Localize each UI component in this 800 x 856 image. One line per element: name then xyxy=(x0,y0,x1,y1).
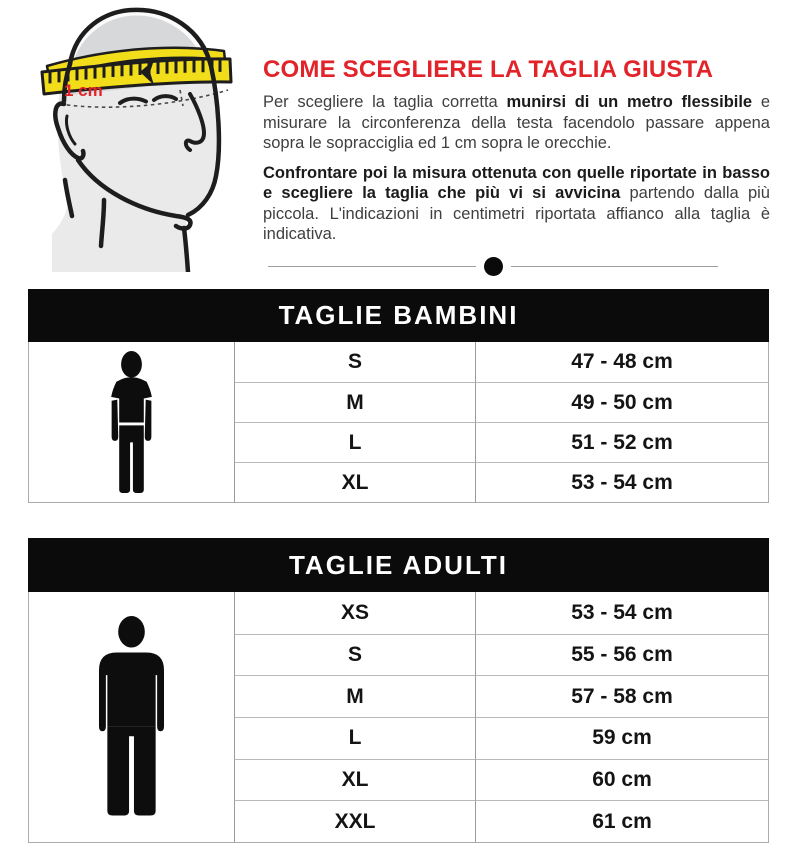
size-cell: XL xyxy=(234,759,475,801)
adult-pictogram xyxy=(93,616,170,818)
table-grid-bambini xyxy=(28,342,769,503)
divider-line xyxy=(268,266,476,267)
circumference-cell: 57 - 58 cm xyxy=(475,675,768,717)
child-figure-icon xyxy=(29,342,234,502)
circumference-cell: 61 cm xyxy=(475,800,768,842)
size-cell: L xyxy=(234,717,475,759)
intro-text-column xyxy=(263,0,770,276)
table-title-bambini: TAGLIE BAMBINI xyxy=(28,289,769,342)
child-pictogram xyxy=(105,350,158,494)
head-measurement-illustration xyxy=(14,0,239,276)
one-cm-label: 1 cm xyxy=(64,81,103,100)
size-table-bambini xyxy=(28,289,769,503)
circumference-cell: 59 cm xyxy=(475,717,768,759)
intro-paragraph-2 xyxy=(263,163,770,245)
table-title-adulti: TAGLIE ADULTI xyxy=(28,538,769,592)
intro-text-run: e misurare la circonferenza della testa facendolo passare appena sopra le sopracciglia ed 1 cm sopra le orecchie. xyxy=(263,93,771,152)
divider-line xyxy=(511,266,719,267)
circumference-cell: 53 - 54 cm xyxy=(475,592,768,634)
intro-text-run: munirsi di un metro flessibile xyxy=(506,93,753,111)
size-cell: S xyxy=(234,342,475,382)
intro-text-run: Per scegliere la taglia corretta xyxy=(263,93,507,111)
circumference-cell: 47 - 48 cm xyxy=(475,342,768,382)
section-divider xyxy=(268,257,718,276)
size-cell: XXL xyxy=(234,800,475,842)
size-cell: XL xyxy=(234,462,475,502)
size-cell: L xyxy=(234,422,475,462)
size-cell: S xyxy=(234,634,475,676)
size-cell: M xyxy=(234,382,475,422)
intro-text-run: partendo dalla più piccola. L'indicazioni in centimetri riportata affianco alla taglia è indicativa. xyxy=(263,184,770,243)
size-table-adulti xyxy=(28,538,769,843)
size-cell: XS xyxy=(234,592,475,634)
circumference-cell: 60 cm xyxy=(475,759,768,801)
circumference-cell: 49 - 50 cm xyxy=(475,382,768,422)
page-title: COME SCEGLIERE LA TAGLIA GIUSTA xyxy=(263,56,714,83)
circumference-cell: 51 - 52 cm xyxy=(475,422,768,462)
divider-dot-icon xyxy=(484,257,503,276)
circumference-cell: 53 - 54 cm xyxy=(475,462,768,502)
size-cell: M xyxy=(234,675,475,717)
intro-text-run: Confrontare poi la misura ottenuta con quelle riportate in basso e scegliere la taglia che più vi si avvicina xyxy=(263,163,770,202)
circumference-cell: 55 - 56 cm xyxy=(475,634,768,676)
adult-figure-icon xyxy=(29,592,234,842)
intro-paragraph-1 xyxy=(263,92,770,154)
table-grid-adulti xyxy=(28,592,769,843)
measuring-tape-head-icon xyxy=(14,4,239,272)
intro-section xyxy=(0,0,800,276)
